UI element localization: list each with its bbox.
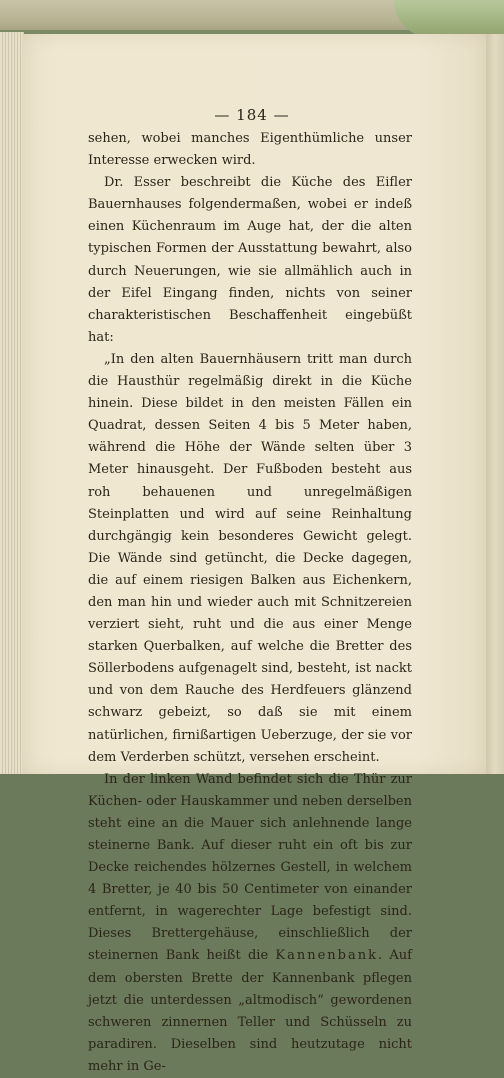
paragraph <box>88 769 412 1078</box>
paragraph-text: . Auf dem obersten Brette der Kannenbank pflegen jetzt die unterdessen „altmodisch“ gewordenen schweren zinnernen Teller und Schüsseln zu paradiren. Dieselben sind heutzutage nicht mehr in Ge- <box>88 948 412 1074</box>
page-number: — 184 — <box>214 106 290 124</box>
paragraph: sehen, wobei manches Eigenthümliche unser Interesse erwecken wird. <box>88 131 412 169</box>
paragraph: Dr. Esser beschreibt die Küche des Eifler Bauernhauses folgendermaßen, wobei er indeß einen Küchenraum im Auge hat, der die alten typischen Formen der Ausstattung bewahrt, also durch Neuerungen, wie sie allmählich auch in der Eifel Eingang finden, nichts von seiner charakteristischen Beschaffenheit eingebüßt hat: <box>88 175 412 345</box>
paragraph: „In den alten Bauernhäusern tritt man durch die Hausthür regelmäßig direkt in die Küche hinein. Diese bildet in den meisten Fällen ein Quadrat, dessen Seiten 4 bis 5 Meter haben, während die Höhe der Wände selten über 3 Meter hinausgeht. Der Fußboden besteht aus roh behauenen und unregelmäßigen Steinplatten und wird auf seine Reinhaltung durchgängig kein besonderes Gewicht gelegt. Die Wände sind getüncht, die Decke dagegen, die auf einem riesigen Balken aus Eichenkern, den man hin und wieder auch mit Schnitzereien verziert sieht, ruht und die aus einer Menge starken Querbalken, auf welche die Bretter des Söllerbodens aufgenagelt sind, besteht, ist nackt und von dem Rauche des Herdfeuers glänzend schwarz gebeizt, so daß sie mit einem natürlichen, firnißartigen Ueberzuge, der sie vor dem Verderben schützt, versehen erscheint. <box>88 351 412 765</box>
spaced-term: Kannenbank <box>275 948 379 964</box>
page-edges <box>0 32 24 774</box>
page-gutter <box>486 34 504 774</box>
page-body <box>88 128 412 1078</box>
paragraph-text: In der linken Wand befindet sich die Thür zur Küchen- oder Hauskammer und neben derselben steht eine an die Mauer sich anlehnende lange steinerne Bank. Auf dieser ruht ein oft bis zur Decke reichendes hölzernes Gestell, in welchem 4 Bretter, je 40 bis 50 Centimeter von einander entfernt, in wagerechter Lage befestigt sind. Dieses Brettergehäuse, einschließlich der steinernen Bank heißt die <box>88 771 412 964</box>
